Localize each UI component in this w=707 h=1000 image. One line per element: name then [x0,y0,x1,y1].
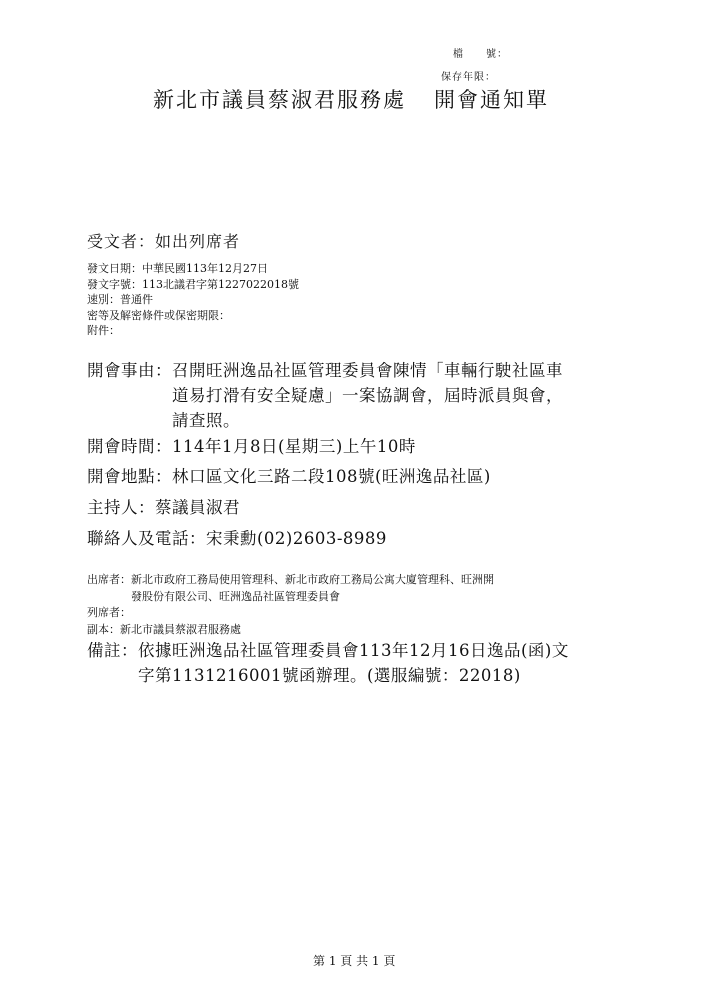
file-number-label: 檔 號： [453,49,508,60]
copy-recipients [87,622,241,638]
recipient-line [87,229,240,252]
meeting-reason-line: 召開旺洲逸品社區管理委員會陳情「車輛行駛社區車 [172,361,563,380]
present-attendees [87,571,494,605]
meeting-contact-label: 聯絡人及電話： [87,529,206,548]
present-attendees-line: 發股份有限公司、旺洲逸品社區管理委員會 [131,590,340,603]
meeting-place-value: 林口區文化三路二段108號(旺洲逸品社區) [172,467,491,486]
meeting-host-label: 主持人： [87,498,155,517]
meeting-host [87,494,240,518]
issue-date-label: 發文日期： [87,262,142,275]
issue-info [87,261,299,339]
remarks-line: 字第1131216001號函辦理。(選服編號：22018) [138,666,521,685]
observers [87,605,131,621]
meeting-place-label: 開會地點： [87,467,172,486]
issue-number-label: 發文字號： [87,277,142,291]
recipient-value: 如出列席者 [155,232,241,251]
meeting-host-value: 蔡議員淑君 [155,498,240,517]
retention-label: 保存年限： [441,72,496,83]
meeting-contact [87,525,387,549]
present-attendees-list [131,571,494,605]
document-type: 開會通知單 [434,88,549,112]
remarks [87,638,569,688]
meeting-reason-label: 開會事由： [87,361,172,380]
meeting-reason [87,358,563,433]
issue-date-value: 中華民國113年12月27日 [142,262,268,275]
meeting-time-value: 114年1月8日(星期三)上午10時 [172,437,416,456]
delivery-speed-label: 速別： [87,293,120,306]
meeting-reason-line: 請查照。 [172,411,240,430]
copy-recipients-label: 副本： [87,623,120,636]
page-indicator: 第 1 頁 共 1 頁 [313,954,396,968]
present-attendees-line: 新北市政府工務局使用管理科、新北市政府工務局公寓大廈管理科、旺洲開 [131,573,494,586]
delivery-speed [87,292,299,308]
attachment [87,323,299,339]
attachment-label: 附件： [87,324,120,337]
remarks-label: 備註： [87,641,138,660]
meeting-reason-line: 道易打滑有安全疑慮」一案協調會，屆時派員與會， [172,386,563,405]
meeting-time [87,433,416,457]
delivery-speed-value: 普通件 [120,293,153,306]
issue-date [87,261,299,277]
document-title [153,84,549,114]
recipient-label: 受文者： [87,232,156,251]
office-name: 新北市議員蔡淑君服務處 [153,88,406,112]
remarks-text [138,638,569,688]
issue-number-value: 113北議君字第1227022018號 [142,277,299,291]
meeting-contact-value: 宋秉勳(02)2603-8989 [206,529,387,548]
secrecy-level [87,308,299,324]
present-attendees-label: 出席者： [87,573,131,586]
secrecy-label: 密等及解密條件或保密期限： [87,308,230,322]
meeting-time-label: 開會時間： [87,437,172,456]
meeting-place [87,463,491,487]
meeting-reason-text [172,358,563,433]
issue-number [87,277,299,293]
observers-label: 列席者： [87,606,131,619]
remarks-line: 依據旺洲逸品社區管理委員會113年12月16日逸品(函)文 [138,641,569,660]
copy-recipients-value: 新北市議員蔡淑君服務處 [120,623,241,636]
